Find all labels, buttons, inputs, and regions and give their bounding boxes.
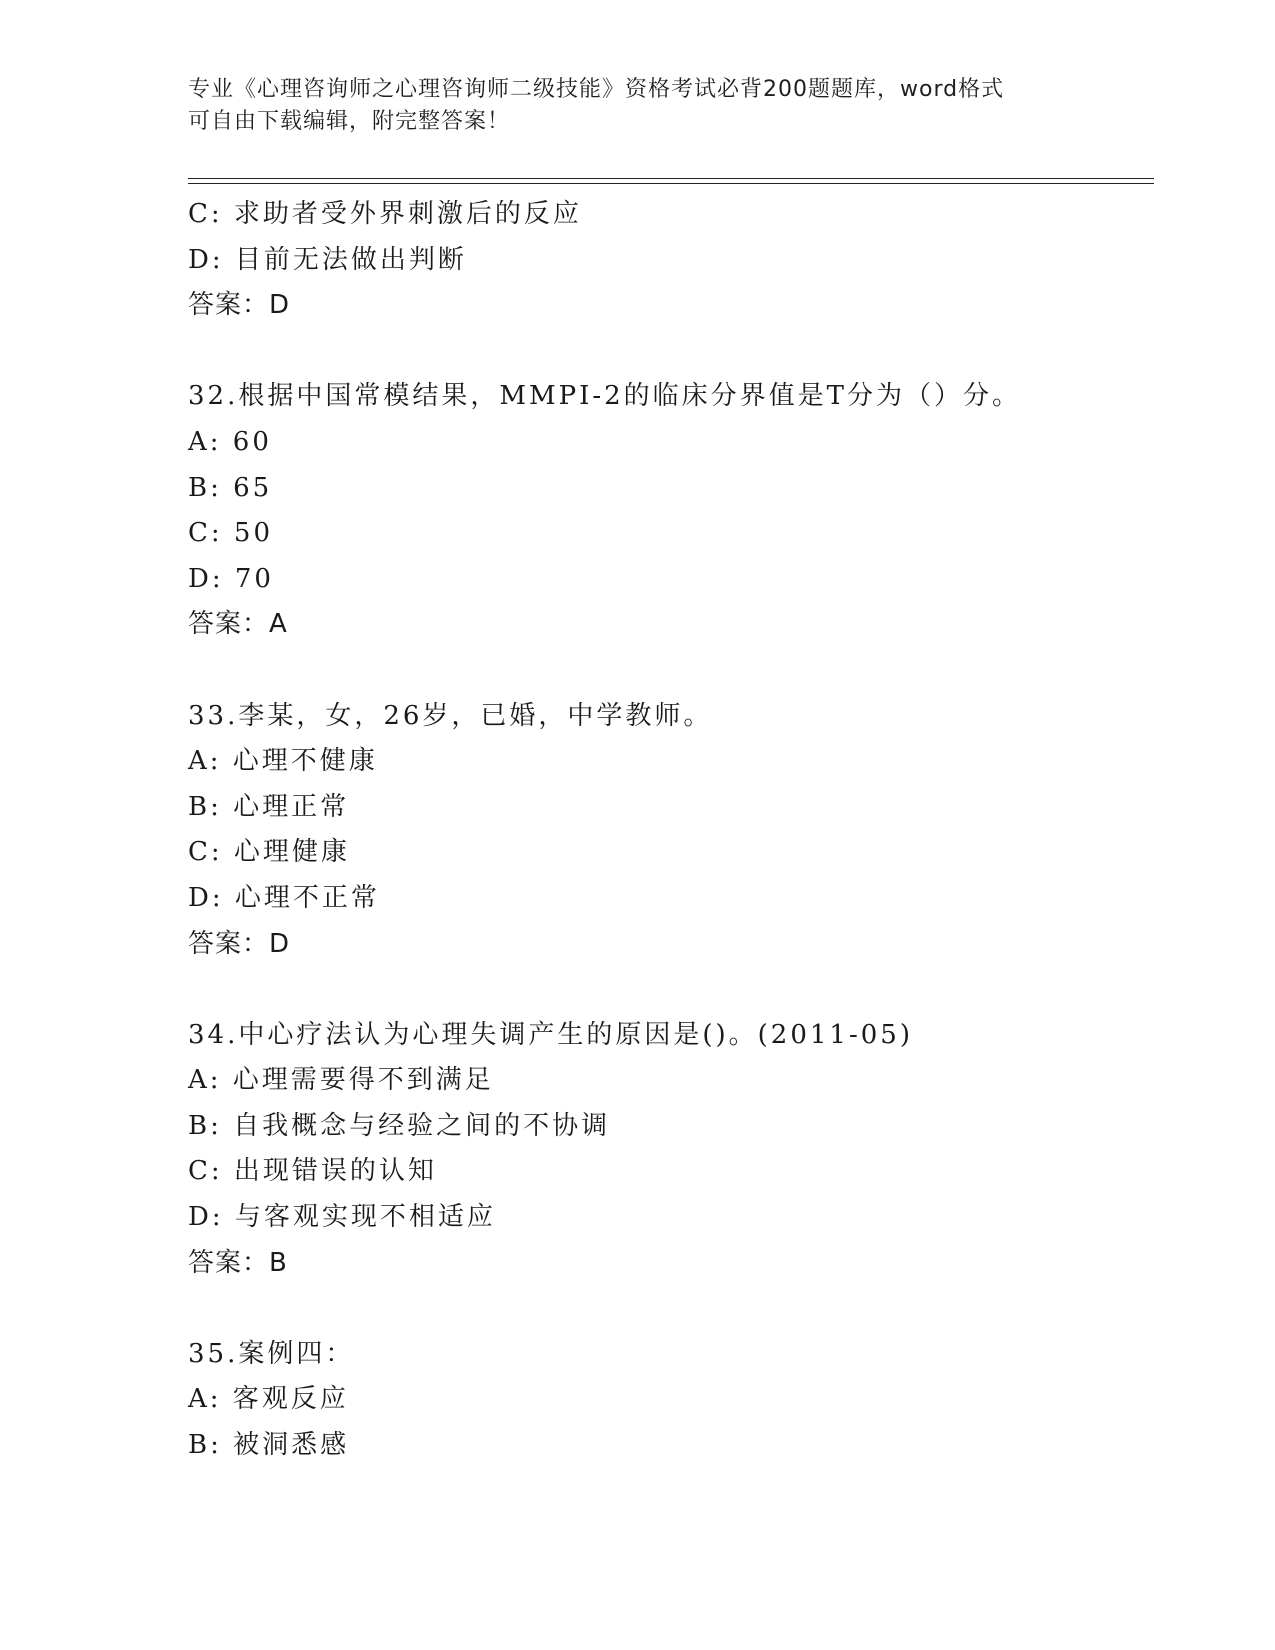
question-list — [188, 192, 1154, 1469]
option-d: D: 70 — [188, 563, 274, 594]
option-a: A: 心理不健康 — [188, 746, 378, 777]
option-a: A: 心理需要得不到满足 — [188, 1065, 494, 1096]
header-rule-top — [188, 178, 1154, 179]
question-33 — [188, 694, 1154, 968]
spacer — [188, 1286, 1154, 1332]
question-35 — [188, 1332, 1154, 1469]
spacer — [188, 648, 1154, 694]
option-c: C: 求助者受外界刺激后的反应 — [188, 199, 582, 229]
option-b: B: 心理正常 — [188, 791, 350, 822]
document-header — [188, 74, 1088, 138]
header-rule-bottom — [188, 183, 1154, 184]
question-34 — [188, 1013, 1154, 1287]
option-a: A: 60 — [188, 426, 272, 457]
question-stem: 34.中心疗法认为心理失调产生的原因是()。(2011-05) — [188, 1019, 913, 1050]
option-c: C: 50 — [188, 518, 274, 549]
spacer — [188, 329, 1154, 375]
spacer — [188, 967, 1154, 1013]
question-stem: 33.李某，女，26岁，已婚，中学教师。 — [188, 700, 713, 731]
question-stem: 32.根据中国常模结果，MMPI-2的临床分界值是T分为（）分。 — [188, 381, 1022, 412]
option-d: D: 目前无法做出判断 — [188, 244, 467, 275]
option-d: D: 心理不正常 — [188, 882, 380, 913]
answer-line: 答案：D — [188, 928, 291, 959]
option-b: B: 自我概念与经验之间的不协调 — [188, 1110, 611, 1141]
question-stem: 35.案例四： — [188, 1338, 355, 1369]
answer-line: 答案：D — [188, 290, 291, 321]
answer-line: 答案：B — [188, 1247, 288, 1278]
question-32 — [188, 374, 1154, 648]
answer-line: 答案：A — [188, 609, 288, 640]
option-c: C: 心理健康 — [188, 837, 350, 868]
option-d: D: 与客观实现不相适应 — [188, 1202, 496, 1233]
header-line-1: 专业《心理咨询师之心理咨询师二级技能》资格考试必背200题题库，word格式 — [188, 77, 1005, 102]
question-partial — [188, 192, 1154, 329]
option-a: A: 客观反应 — [188, 1384, 349, 1415]
option-b: B: 65 — [188, 472, 273, 503]
header-line-2: 可自由下载编辑，附完整答案！ — [188, 109, 511, 134]
option-c: C: 出现错误的认知 — [188, 1156, 437, 1187]
option-b: B: 被洞悉感 — [188, 1430, 350, 1461]
